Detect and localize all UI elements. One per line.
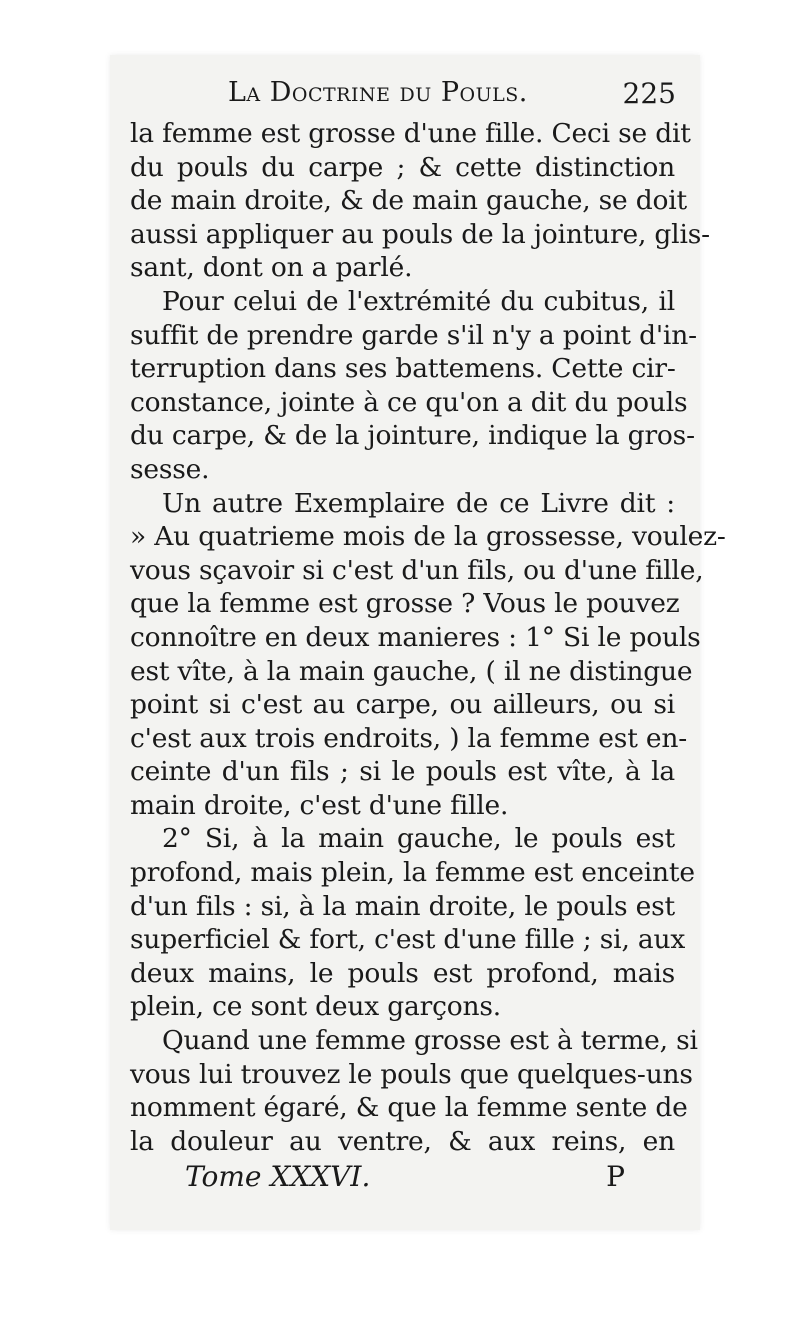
text-line: profond, mais plein, la femme est enceinte — [130, 857, 695, 889]
text-line: point si c'est au carpe, ou ailleurs, ou si — [130, 689, 675, 721]
text-line: du carpe, & de la jointure, indique la gros- — [130, 420, 695, 452]
body-text — [130, 117, 726, 1158]
page-footer — [185, 1160, 625, 1196]
volume-label: Tome XXXVI. — [185, 1160, 371, 1193]
text-line: nomment égaré, & que la femme sente de — [130, 1092, 688, 1124]
text-line: main droite, c'est d'une fille. — [130, 789, 509, 821]
text-line: que la femme est grosse ? Vous le pouvez — [130, 588, 680, 620]
page-header — [118, 75, 688, 115]
text-line: sesse. — [130, 453, 210, 485]
signature-mark: P — [606, 1160, 625, 1193]
text-line: c'est aux trois endroits, ) la femme est en- — [130, 722, 687, 754]
running-title: La Doctrine du Pouls. — [228, 77, 528, 108]
text-line: est vîte, à la main gauche, ( il ne distingue — [130, 655, 693, 687]
text-line: » Au quatrieme mois de la grossesse, voulez- — [130, 521, 726, 553]
text-line: sant, dont on a parlé. — [130, 252, 413, 284]
text-line: Quand une femme grosse est à terme, si — [162, 1025, 698, 1057]
text-line: la femme est grosse d'une fille. Ceci se dit — [130, 118, 691, 149]
text-line: du pouls du carpe ; & cette distinction — [130, 151, 675, 183]
text-line: connoître en deux manieres : 1° Si le pouls — [130, 621, 701, 653]
text-line: terruption dans ses battemens. Cette cir- — [130, 353, 676, 385]
text-line: deux mains, le pouls est profond, mais — [130, 957, 675, 989]
text-line: suffit de prendre garde s'il n'y a point d'in- — [130, 319, 697, 351]
text-line: d'un fils : si, à la main droite, le pouls est — [130, 890, 675, 922]
text-line: 2° Si, à la main gauche, le pouls est — [162, 823, 675, 855]
text-line: plein, ce sont deux garçons. — [130, 991, 501, 1023]
text-line: la douleur au ventre, & aux reins, en — [130, 1125, 675, 1157]
text-line: vous sçavoir si c'est d'un fils, ou d'une fille, — [130, 554, 704, 586]
text-line: constance, jointe à ce qu'on a dit du pouls — [130, 386, 688, 418]
text-line: aussi appliquer au pouls de la jointure, glis- — [130, 218, 710, 250]
text-line: de main droite, & de main gauche, se doit — [130, 185, 687, 217]
text-line: Pour celui de l'extrémité du cubitus, il — [162, 285, 675, 317]
page-number: 225 — [622, 77, 676, 110]
text-line: ceinte d'un fils ; si le pouls est vîte, à la — [130, 756, 675, 788]
text-line: Un autre Exemplaire de ce Livre dit : — [162, 487, 675, 519]
text-line: superficiel & fort, c'est d'une fille ; si, aux — [130, 924, 686, 956]
text-line: vous lui trouvez le pouls que quelques-uns — [130, 1058, 693, 1090]
